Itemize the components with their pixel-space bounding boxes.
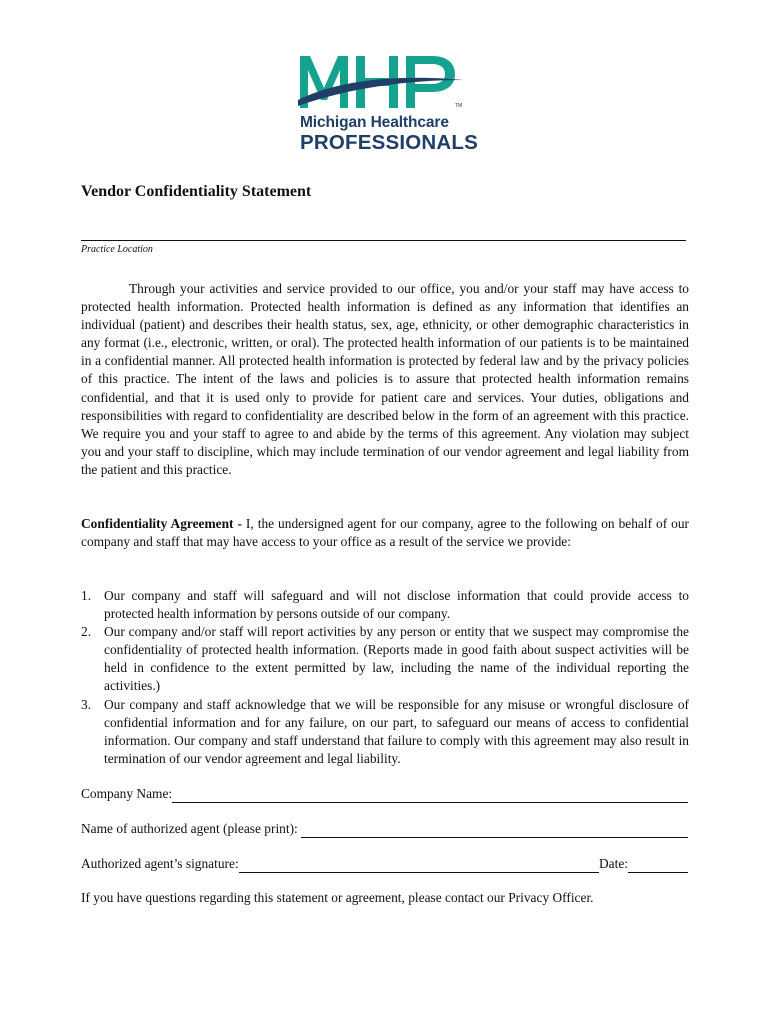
- list-item-text: Our company and staff will safeguard and will not disclose information that could provide access to protected health information by persons outside of our company.: [104, 588, 689, 622]
- list-item: [81, 623, 689, 695]
- signature-field[interactable]: [239, 858, 599, 873]
- list-item-number: 1.: [81, 588, 92, 603]
- company-name-field[interactable]: [172, 788, 688, 803]
- signature-row: [81, 855, 688, 873]
- list-item-text: Our company and/or staff will report activities by any person or entity that we suspect may compromise the confidentiality of protected health information. (Reports made in good faith about suspect activities will be held in confidence to the extent permitted by law, including the name of the individual reporting the activities.): [104, 624, 689, 694]
- agent-name-row: [81, 820, 688, 838]
- date-label: Date:: [599, 856, 628, 871]
- signature-label: Authorized agent’s signature:: [81, 856, 239, 871]
- trademark-mark: TM: [455, 103, 463, 109]
- company-name-row: [81, 785, 688, 803]
- practice-location-field[interactable]: [81, 240, 686, 241]
- list-item: [81, 696, 689, 768]
- agreement-items: [81, 587, 689, 768]
- logo-text-line2: PROFESSIONALS: [300, 131, 479, 154]
- company-name-label: Company Name:: [81, 786, 173, 801]
- agreement-paragraph: [81, 515, 689, 551]
- footer-note: If you have questions regarding this statement or agreement, please contact our Privacy Officer.: [81, 890, 594, 905]
- list-item-text: Our company and staff acknowledge that we will be responsible for any misuse or wrongful disclosure of confidential information and for any failure, on our part, to safeguard our means of access to confidential information. Our company and staff understand that failure to comply with this agreement may also result in termination of our vendor agreement and legal liability.: [104, 696, 689, 766]
- mhp-logo-mark: [298, 50, 468, 112]
- agent-name-field[interactable]: [301, 823, 688, 838]
- list-item: [81, 587, 689, 623]
- agent-name-label: Name of authorized agent (please print):: [81, 821, 302, 836]
- list-item-number: 3.: [81, 696, 92, 712]
- agreement-text: I, the undersigned agent for our company, agree to the following on behalf of our company and staff that may have access to your office as a result of the service we provide:: [81, 516, 689, 550]
- date-field[interactable]: [628, 858, 688, 873]
- agreement-heading: Confidentiality Agreement -: [81, 516, 242, 531]
- document-title: Vendor Confidentiality Statement: [81, 183, 312, 200]
- intro-paragraph: Through your activities and service provided to our office, you and/or your staff may have access to protected health information. Protected health information is defined as any information that identifies an individual (patient) and describes their health status, sex, age, ethnicity, or other demographic characteristics in any format (i.e., electronic, written, or oral). The protected health information of our patients is to be maintained in a confidential manner. All protected health information is protected by federal law and by the privacy policies of this practice. The intent of the laws and policies is to assure that protected health information remains confidential, and that it is used only to provide for patient care and services. Your duties, obligations and responsibilities with regard to confidentiality are described below in the form of an agreement with this practice. We require you and your staff to agree to and abide by the terms of this agreement. Any violation may subject you and your staff to discipline, which may include termination of our vendor agreement and legal liability from the patient and this practice.: [81, 281, 689, 477]
- logo-text-line1: Michigan Healthcare: [300, 114, 449, 131]
- practice-location-label: Practice Location: [81, 244, 153, 255]
- mhp-logo: [298, 50, 478, 160]
- list-item-number: 2.: [81, 624, 92, 640]
